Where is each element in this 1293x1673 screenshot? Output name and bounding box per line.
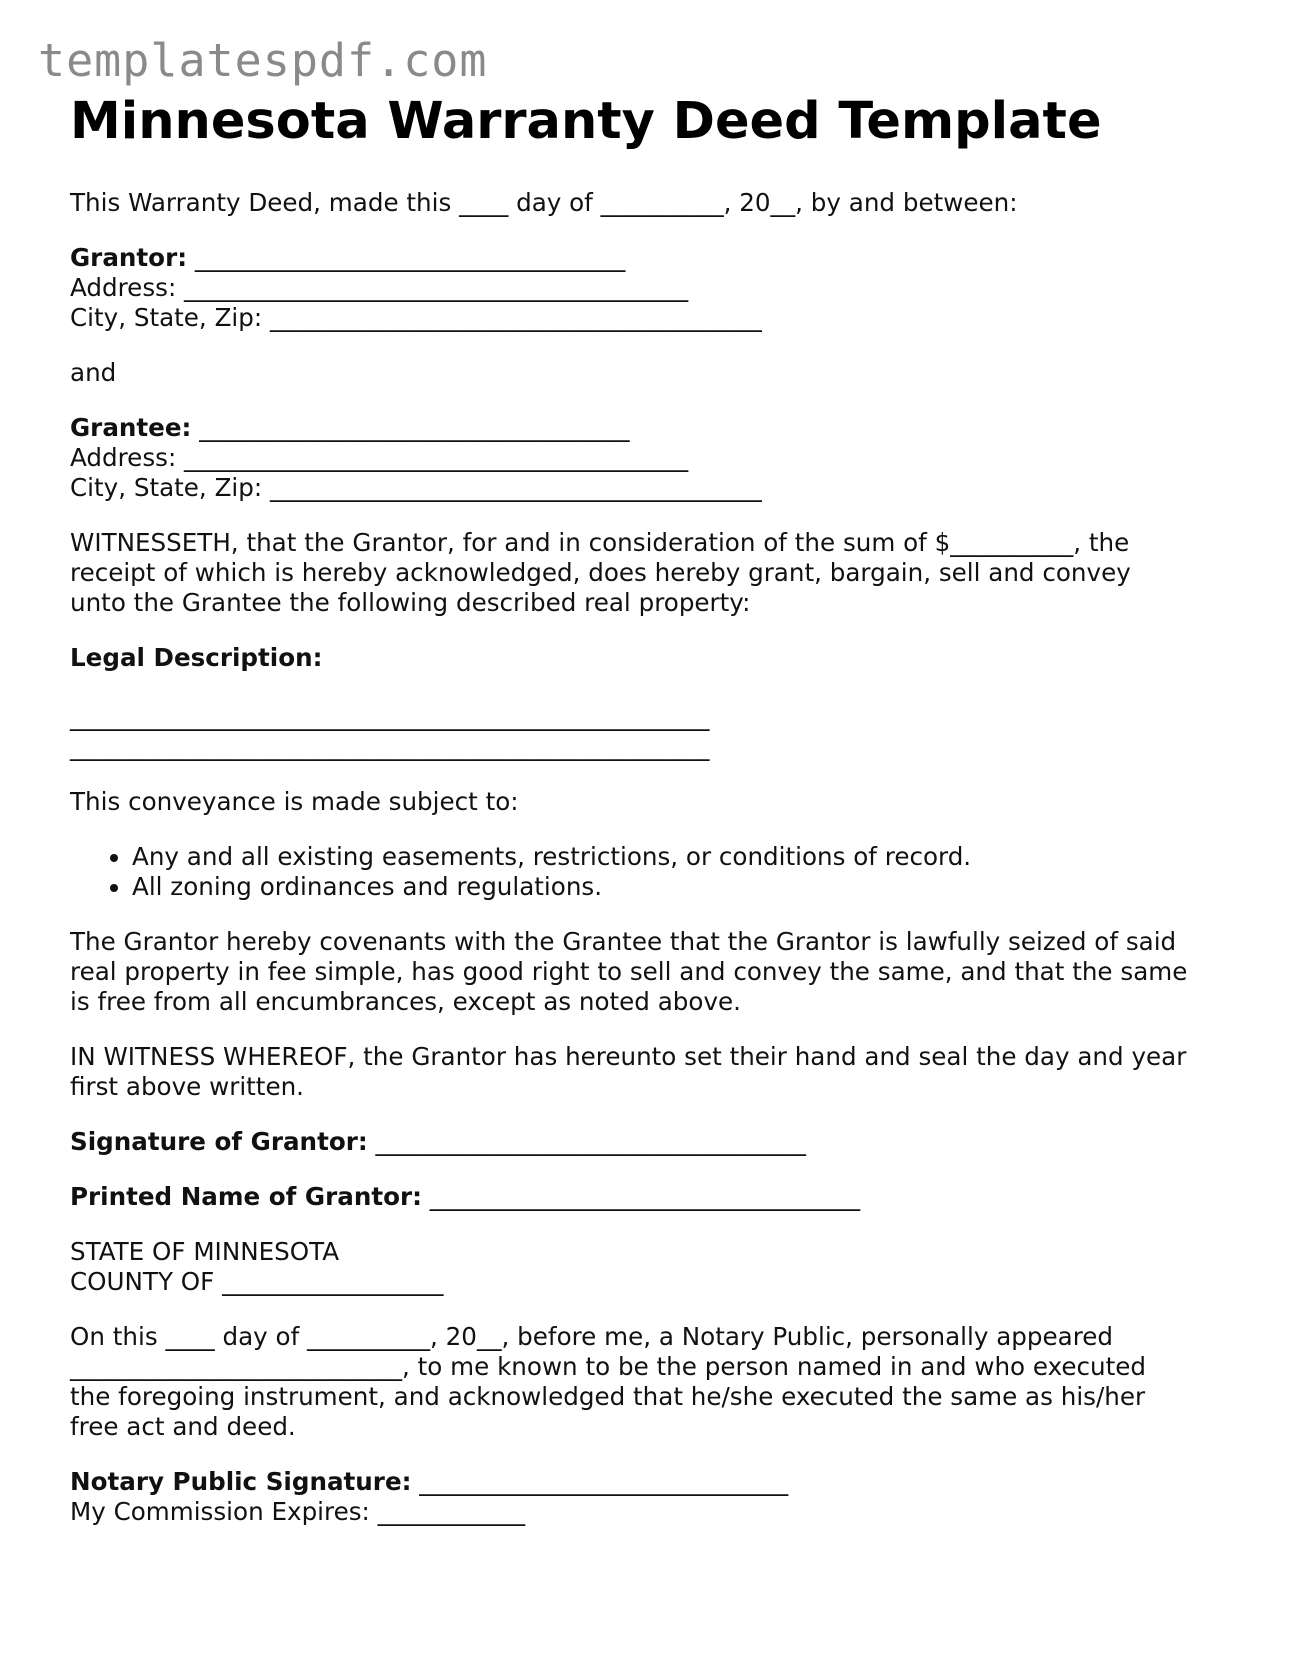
subject-list: [70, 842, 1240, 902]
signature-line: [70, 1127, 1240, 1157]
grantor-address: Address: _________________________________________: [70, 273, 689, 302]
legal-description-label: Legal Description:: [70, 643, 323, 672]
witness-whereof-line: first above written.: [70, 1072, 304, 1101]
notary-signature-blank: ______________________________: [419, 1467, 789, 1496]
intro-paragraph: This Warranty Deed, made this ____ day of __________, 20__, by and between:: [70, 188, 1018, 217]
covenant-line: real property in fee simple, has good right to sell and convey the same, and that the same: [70, 957, 1188, 986]
legal-description-blank: ____________________________________________________: [70, 732, 710, 761]
witness-whereof-line: IN WITNESS WHEREOF, the Grantor has hereunto set their hand and seal the day and year: [70, 1042, 1187, 1071]
witnesseth-line: unto the Grantee the following described real property:: [70, 588, 751, 617]
grantor-block: [70, 243, 1240, 333]
document-title: Minnesota Warranty Deed Template: [70, 92, 1102, 151]
printed-name-line: [70, 1182, 1240, 1212]
covenant-line: is free from all encumbrances, except as noted above.: [70, 987, 741, 1016]
venue-block: [70, 1237, 1240, 1297]
acknowledgment-line: ___________________________, to me known to be the person named in and who executed: [70, 1352, 1147, 1381]
grantor-blank: ___________________________________: [194, 243, 626, 272]
legal-description-gap: [70, 673, 1240, 702]
grantee-blank: ___________________________________: [199, 413, 630, 442]
list-item: • All zoning ordinances and regulations.: [132, 872, 1240, 902]
grantee-address: Address: _________________________________________: [70, 443, 689, 472]
subject-intro: This conveyance is made subject to:: [70, 787, 519, 816]
witnesseth-paragraph: [70, 528, 1240, 618]
grantor-label: Grantor:: [70, 243, 188, 272]
witnesseth-line: receipt of which is hereby acknowledged, does hereby grant, bargain, sell and convey: [70, 558, 1131, 587]
document-body: [70, 88, 1240, 1552]
witnesseth-line: WITNESSETH, that the Grantor, for and in consideration of the sum of $__________, the: [70, 528, 1130, 557]
signature-blank: ___________________________________: [375, 1127, 806, 1156]
acknowledgment-line: free act and deed.: [70, 1412, 296, 1441]
legal-description-lines: [70, 702, 1240, 762]
grantee-block: [70, 413, 1240, 503]
commission-expires-line: My Commission Expires: ____________: [70, 1497, 526, 1526]
grantor-line: [70, 243, 1240, 273]
list-item: • Any and all existing easements, restrictions, or conditions of record.: [132, 842, 1240, 872]
grantee-city-state-zip: City, State, Zip: ________________________________________: [70, 473, 762, 502]
witness-whereof-paragraph: [70, 1042, 1240, 1102]
acknowledgment-line: the foregoing instrument, and acknowledged that he/she executed the same as his/her: [70, 1382, 1146, 1411]
covenant-line: The Grantor hereby covenants with the Grantee that the Grantor is lawfully seized of said: [70, 927, 1177, 956]
and-text: and: [70, 358, 117, 387]
printed-name-blank: ___________________________________: [429, 1182, 861, 1211]
notary-block: [70, 1467, 1240, 1527]
grantee-label: Grantee:: [70, 413, 192, 442]
notary-signature-label: Notary Public Signature:: [70, 1467, 412, 1496]
grantee-line: [70, 413, 1240, 443]
acknowledgment-paragraph: [70, 1322, 1240, 1442]
legal-description-blank: ____________________________________________________: [70, 702, 710, 731]
county-line: COUNTY OF __________________: [70, 1267, 444, 1296]
watermark: templatespdf.com: [38, 34, 488, 87]
printed-name-label: Printed Name of Grantor:: [70, 1182, 422, 1211]
grantor-city-state-zip: City, State, Zip: ________________________________________: [70, 303, 762, 332]
covenant-paragraph: [70, 927, 1240, 1017]
legal-description-heading: [70, 643, 1240, 673]
signature-label: Signature of Grantor:: [70, 1127, 368, 1156]
acknowledgment-line: On this ____ day of __________, 20__, before me, a Notary Public, personally appeared: [70, 1322, 1114, 1351]
state-line: STATE OF MINNESOTA: [70, 1237, 340, 1266]
notary-signature-line: [70, 1467, 1240, 1497]
